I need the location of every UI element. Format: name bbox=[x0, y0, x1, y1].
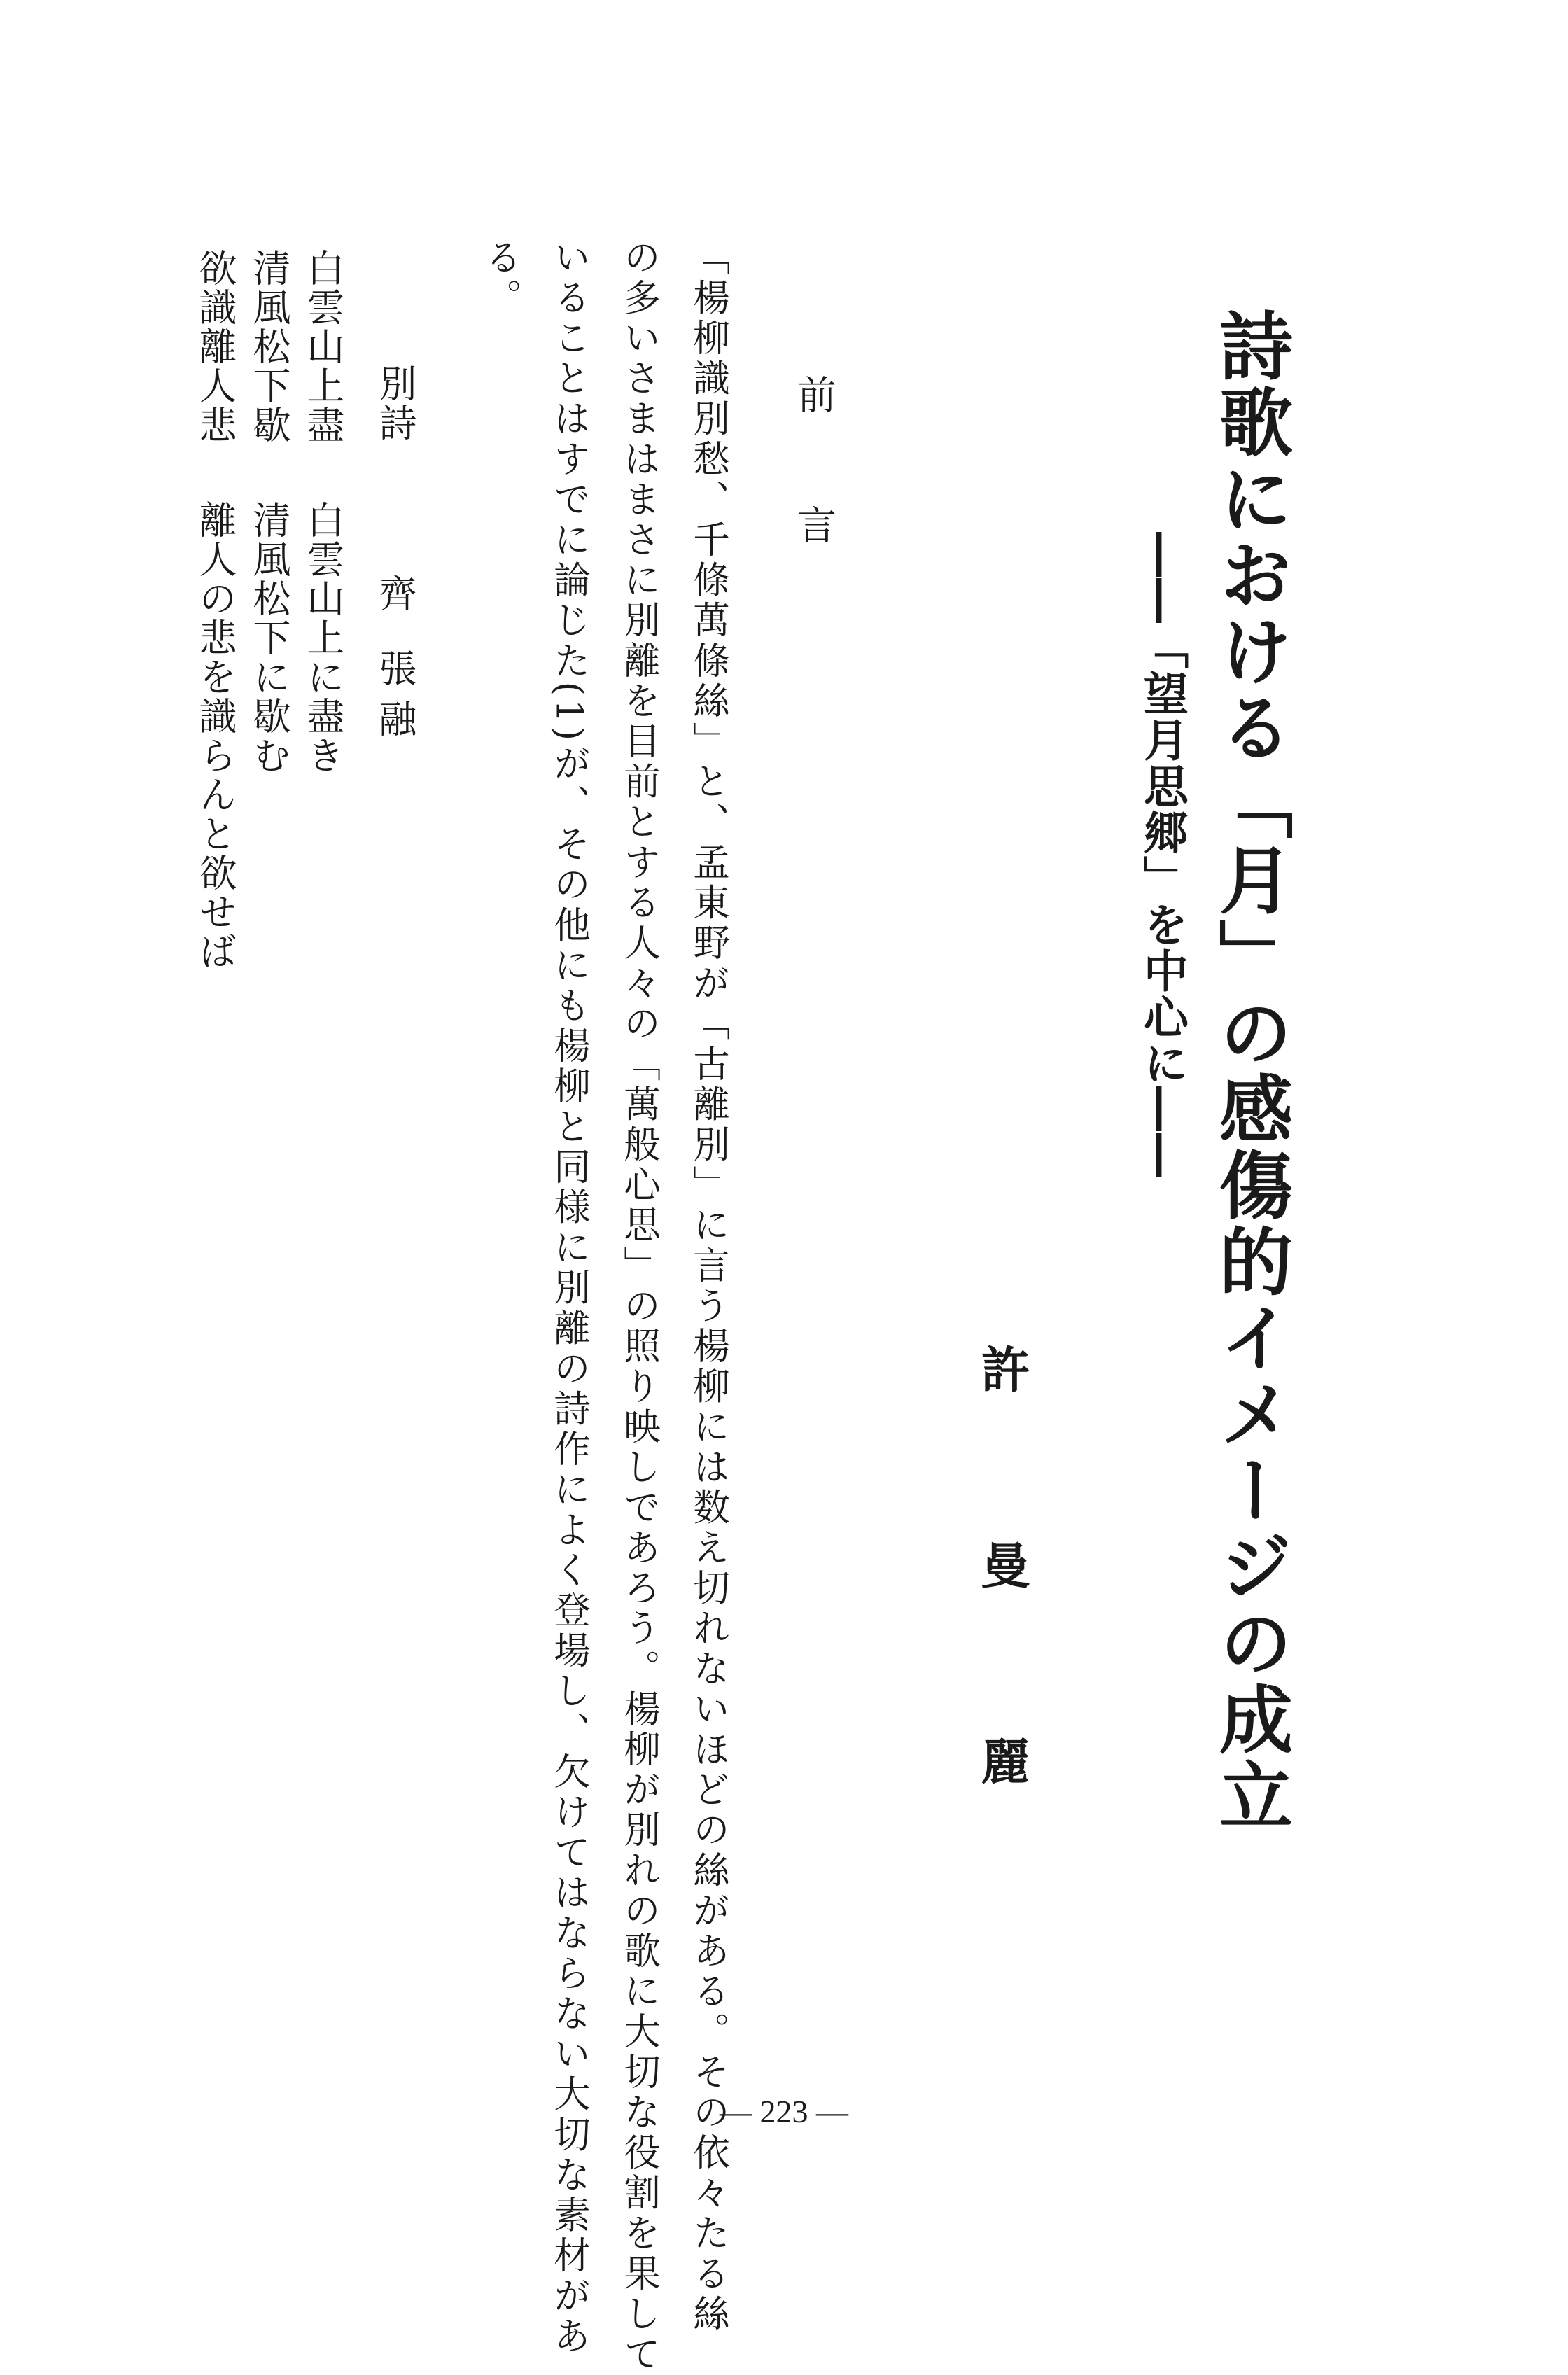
body-text-line: いることはすでに論じた(1)が、その他にも楊柳と同様に別離の詩作によく登場し、欠けてはならない大切な素材があ bbox=[547, 238, 591, 2358]
poem-line-reading: 清風松下に歇む bbox=[247, 500, 291, 775]
author-name: 許曼麗 bbox=[973, 1344, 1031, 1932]
poem-line-original: 清風松下歇 bbox=[247, 248, 291, 444]
body-text-line: 「楊柳識別愁、千條萬條絲」と、孟東野が「古離別」に言う楊柳には数え切れないほどの絲がある。その依々たる絲 bbox=[687, 238, 730, 2335]
page-number: — 223 — bbox=[720, 2094, 848, 2129]
poem-line-reading: 離人の悲を識らんと欲せば bbox=[193, 500, 237, 971]
poem-line-reading: 白雲山上に盡き bbox=[301, 500, 345, 775]
article-subtitle: ――「望月思郷」を中心に―― bbox=[1136, 532, 1189, 1179]
body-text-line: る。 bbox=[479, 238, 522, 319]
section-heading: 前言 bbox=[791, 374, 836, 635]
body-text-line: の多いさまはまさに別離を目前とする人々の「萬般心思」の照り映しであろう。楊柳が別れの歌に大切な役割を果して bbox=[617, 238, 661, 2375]
poem-author: 齊 張融 bbox=[373, 574, 417, 750]
poem-title: 別詩 bbox=[373, 364, 417, 442]
article-title: 詩歌における「月」の感傷的イメージの成立 bbox=[1208, 308, 1294, 1834]
poem-line-original: 白雲山上盡 bbox=[301, 248, 345, 444]
poem-line-original: 欲識離人悲 bbox=[193, 248, 237, 444]
